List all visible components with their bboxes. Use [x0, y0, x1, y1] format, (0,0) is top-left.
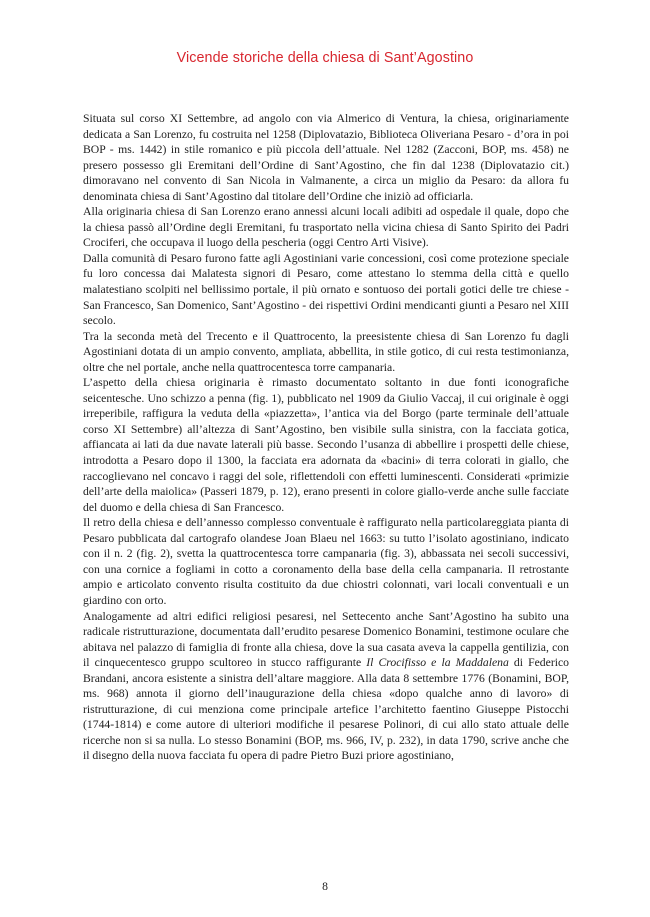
paragraph: Situata sul corso XI Settembre, ad angolo con via Almerico di Ventura, la chiesa, originariamente dedicata a San Lorenzo, fu costruita nel 1258 (Diplovatazio, Biblioteca Oliveriana Pesaro - d’ora in poi BOP - ms. 1442) in stile romanico e più piccola dell’attuale. Nel 1282 (Zacconi, BOP, ms. 458) ne presero possesso gli Eremitani dell’Ordine di Sant’Agostino, che fin dal 1238 (Diplovatazio cit.) dimoravano nel convento di San Nicola in Valmanente, a circa un miglio da Pesaro: da allora fu denominata chiesa di Sant’Agostino dal titolare dell’Ordine che iniziò ad officiarla.	[83, 112, 569, 203]
artwork-title: Il Crocifisso e la Maddalena	[366, 656, 509, 670]
paragraph: Dalla comunità di Pesaro furono fatte agli Agostiniani varie concessioni, così come protezione speciale fu loro concessa dai Malatesta signori di Pesaro, come attestano lo stemma della città e quello malatestiano scolpiti nel bellissimo portale, il più ornato e sontuoso dei portali gotici delle tre chiese - San Francesco, San Domenico, Sant’Agostino - dei rispettivi Ordini mendicanti giunti a Pesaro nel XIII secolo.	[83, 251, 569, 328]
paragraph: Il retro della chiesa e dell’annesso complesso conventuale è raffigurato nella particolareggiata pianta di Pesaro pubblicata dal cartografo olandese Joan Blaeu nel 1663: su tutto l’isolato agostiniano, indicato con il n. 2 (fig. 2), svetta la quattrocentesca torre campanaria (fig. 3), abbassata nei secoli successivi, con una cornice a fogliami in cotto a coronamento della base della cella campanaria. Il retrostante ampio e articolato convento risulta costituito da due chiostri colonnati, vari locali conventuali e un giardino con orto.	[83, 516, 569, 607]
page-title: Vicende storiche della chiesa di Sant’Agostino	[176, 50, 474, 66]
body-text	[83, 111, 569, 764]
paragraph: L’aspetto della chiesa originaria è rimasto documentato soltanto in due fonti iconografiche seicentesche. Uno schizzo a penna (fig. 1), pubblicato nel 1909 da Giulio Vaccaj, il cui originale è oggi irreperibile, raffigura la veduta della «piazzetta», l’antica via del Borgo (parte terminale dell’attuale corso XI Settembre) all’altezza di Sant’Agostino, ben visibile sulla sinistra, con la facciata gotica, affiancata ai lati da due navate laterali più basse. Secondo l’usanza di abbellire i prospetti delle chiese, introdotta a Pesaro dopo il 1300, la facciata era adornata da «bacini» di terra colorati in giallo, che raccoglievano nel concavo i raggi del sole, riflettendoli con effetti luminescenti. Considerati «primizie dell’arte della maiolica» (Passeri 1879, p. 12), erano presenti in colore giallo-verde anche sulle facciate del duomo e della chiesa di San Francesco.	[83, 376, 569, 514]
paragraph-text: Analogamente ad altri edifici religiosi pesaresi, nel Settecento anche Sant’Agostino ha subito una radicale ristrutturazione, documentata dall’erudito pesarese Domenico Bonamini, testimone oculare che abitava nel palazzo di famiglia di fronte alla chiesa, dove la sua casata aveva la cappella gentilizia, con il cinquecentesco gruppo scultoreo in stucco raffigurante	[83, 609, 569, 670]
paragraph: Tra la seconda metà del Trecento e il Quattrocento, la preesistente chiesa di San Lorenzo fu dagli Agostiniani dotata di un ampio convento, ampliata, abbellita, in stile gotico, di cui resta testimonianza, oltre che nel portale, anche nella quattrocentesca torre campanaria.	[83, 329, 569, 374]
page-number: 8	[322, 880, 328, 893]
paragraph-text: di Federico Brandani, ancora esistente a sinistra dell’altare maggiore. Alla data 8 settembre 1776 (Bonamini, BOP, ms. 968) annota il giorno dell’inaugurazione della chiesa «dopo qualche anno di lavoro» di ristrutturazione, di cui menziona come principale artefice l’architetto faentino Giuseppe Pistocchi (1744-1814) e come autore di ulteriori modifiche il pesarese Polinori, di cui allo stato attuale delle ricerche non si sa nulla. Lo stesso Bonamini (BOP, ms. 966, IV, p. 232), in data 1790, scrive anche che il disegno della nuova facciata fu opera di padre Pietro Buzi priore agostiniano,	[83, 656, 569, 763]
paragraph	[83, 609, 569, 764]
paragraph: Alla originaria chiesa di San Lorenzo erano annessi alcuni locali adibiti ad ospedale il quale, dopo che la chiesa passò all’Ordine degli Eremitani, fu trasportato nella vicina chiesa di Santo Spirito dei Padri Crociferi, che occupava il luogo della pescheria (oggi Centro Arti Visive).	[83, 205, 569, 250]
